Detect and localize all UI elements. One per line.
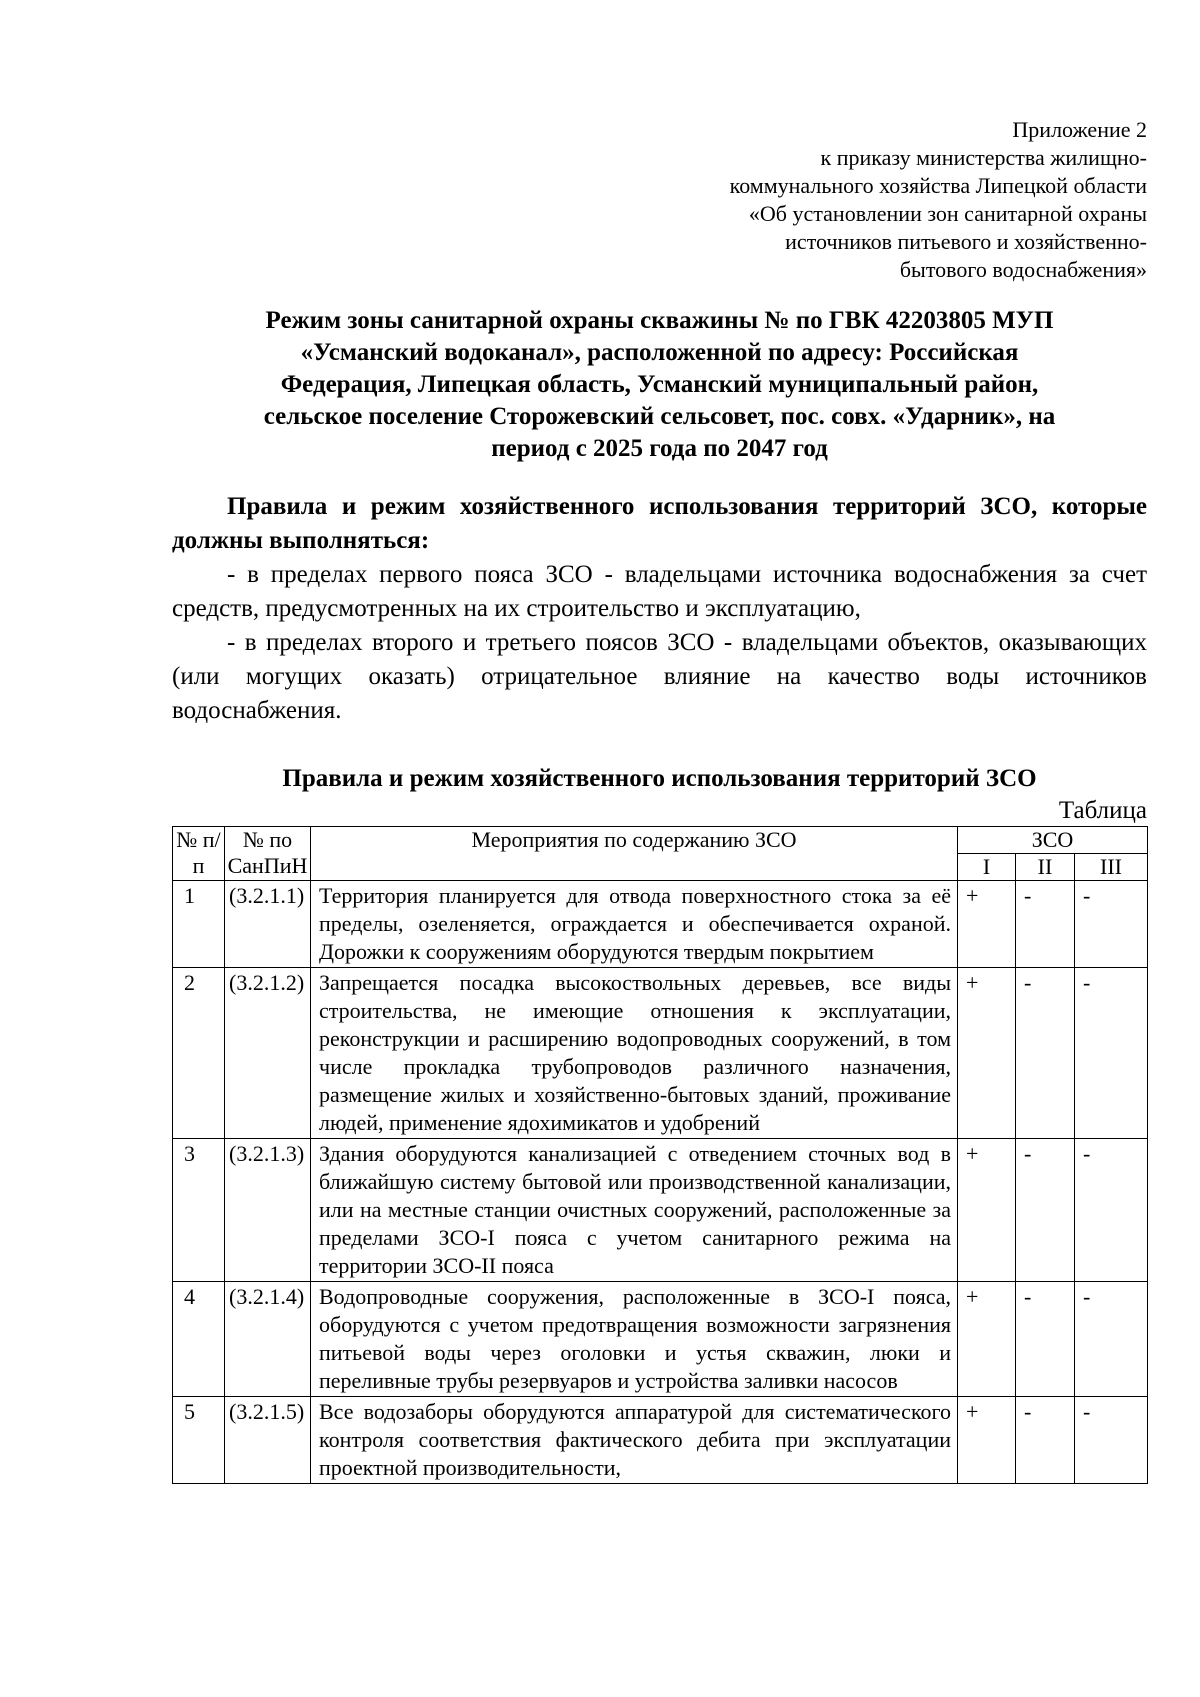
header-belt-2: II [1016,854,1075,881]
appendix-note [730,116,1147,284]
row-belt-1-mark: + [958,881,1016,968]
header-belt-1: I [958,854,1016,881]
header-belt-3: III [1075,854,1148,881]
zso-rules-table [172,826,1148,1484]
title-line: Федерация, Липецкая область, Усманский муниципальный район, [280,371,1039,398]
row-belt-2-mark: - [1016,968,1075,1139]
row-belt-1-mark: + [958,1397,1016,1484]
title-line: период с 2025 года по 2047 год [491,435,828,462]
row-belt-2-mark: - [1016,1139,1075,1282]
row-belt-3-mark: - [1075,1397,1148,1484]
table-row [173,1397,1148,1484]
row-num: 1 [173,881,225,968]
row-measure-text: Территория планируется для отвода поверхностного стока за её пределы, озеленяется, ограждается и обеспечивается охраной. Дорожки к сооружениям оборудуются твердым покрытием [311,881,958,968]
header-sanpin-ref: № по СанПиН [225,827,311,881]
row-sanpin-ref: (3.2.1.2) [225,968,311,1139]
row-num: 5 [173,1397,225,1484]
appendix-line: Приложение 2 [1012,117,1147,142]
row-measure-text: Здания оборудуются канализацией с отведением сточных вод в ближайшую систему бытовой или производственной канализации, или на местные станции очистных сооружений, расположенные за пределами ЗСО-I пояса с учетом санитарного режима на территории ЗСО-II пояса [311,1139,958,1282]
row-belt-1-mark: + [958,968,1016,1139]
document-title [172,305,1147,465]
table-row [173,968,1148,1139]
table-row [173,1139,1148,1282]
appendix-line: коммунального хозяйства Липецкой области [729,173,1147,198]
row-num: 3 [173,1139,225,1282]
row-belt-1-mark: + [958,1139,1016,1282]
row-sanpin-ref: (3.2.1.3) [225,1139,311,1282]
title-line: Режим зоны санитарной охраны скважины № по ГВК 42203805 МУП [265,307,1054,334]
rules-item-first-belt: - в пределах первого пояса ЗСО - владельцами источника водоснабжения за счет средств, предусмотренных на их строительство и эксплуатацию, [172,561,1147,622]
row-belt-2-mark: - [1016,1282,1075,1397]
rules-section [172,490,1147,728]
row-num: 4 [173,1282,225,1397]
table-label: Таблица [1058,797,1147,824]
row-measure-text: Все водозаборы оборудуются аппаратурой для систематического контроля соответствия фактического дебита при эксплуатации проектной производительности, [311,1397,958,1484]
row-belt-1-mark: + [958,1282,1016,1397]
row-belt-3-mark: - [1075,968,1148,1139]
header-zso: ЗСО [958,827,1148,854]
title-line: сельское поселение Сторожевский сельсовет, пос. совх. «Ударник», на [263,403,1056,430]
rules-item-second-third-belts: - в пределах второго и третьего поясов ЗСО - владельцами объектов, оказывающих (или могущих оказать) отрицательное влияние на качество воды источников водоснабжения. [172,629,1147,724]
table-row [173,1282,1148,1397]
row-belt-2-mark: - [1016,1397,1075,1484]
row-belt-2-mark: - [1016,881,1075,968]
rules-heading: Правила и режим хозяйственного использования территорий ЗСО, которые должны выполняться: [172,493,1147,554]
header-num: № п/п [173,827,225,881]
row-sanpin-ref: (3.2.1.4) [225,1282,311,1397]
row-sanpin-ref: (3.2.1.1) [225,881,311,968]
appendix-line: источников питьевого и хозяйственно- [785,229,1147,254]
title-line: «Усманский водоканал», расположенной по адресу: Российская [300,339,1019,366]
appendix-line: к приказу министерства жилищно- [820,145,1147,170]
appendix-line: бытового водоснабжения» [899,257,1147,282]
row-belt-3-mark: - [1075,881,1148,968]
row-sanpin-ref: (3.2.1.5) [225,1397,311,1484]
row-measure-text: Водопроводные сооружения, расположенные в ЗСО-I пояса, оборудуются с учетом предотвращения возможности загрязнения питьевой воды через оголовки и устья скважин, люки и переливные трубы резервуаров и устройства заливки насосов [311,1282,958,1397]
table-title: Правила и режим хозяйственного использования территорий ЗСО [282,765,1037,792]
row-num: 2 [173,968,225,1139]
row-measure-text: Запрещается посадка высокоствольных деревьев, все виды строительства, не имеющие отношения к эксплуатации, реконструкции и расширению водопроводных сооружений, в том числе прокладка трубопроводов различного назначения, размещение жилых и хозяйственно-бытовых зданий, проживание людей, применение ядохимикатов и удобрений [311,968,958,1139]
row-belt-3-mark: - [1075,1139,1148,1282]
table-row [173,881,1148,968]
header-measures: Мероприятия по содержанию ЗСО [311,827,958,881]
appendix-line: «Об установлении зон санитарной охраны [748,201,1147,226]
row-belt-3-mark: - [1075,1282,1148,1397]
